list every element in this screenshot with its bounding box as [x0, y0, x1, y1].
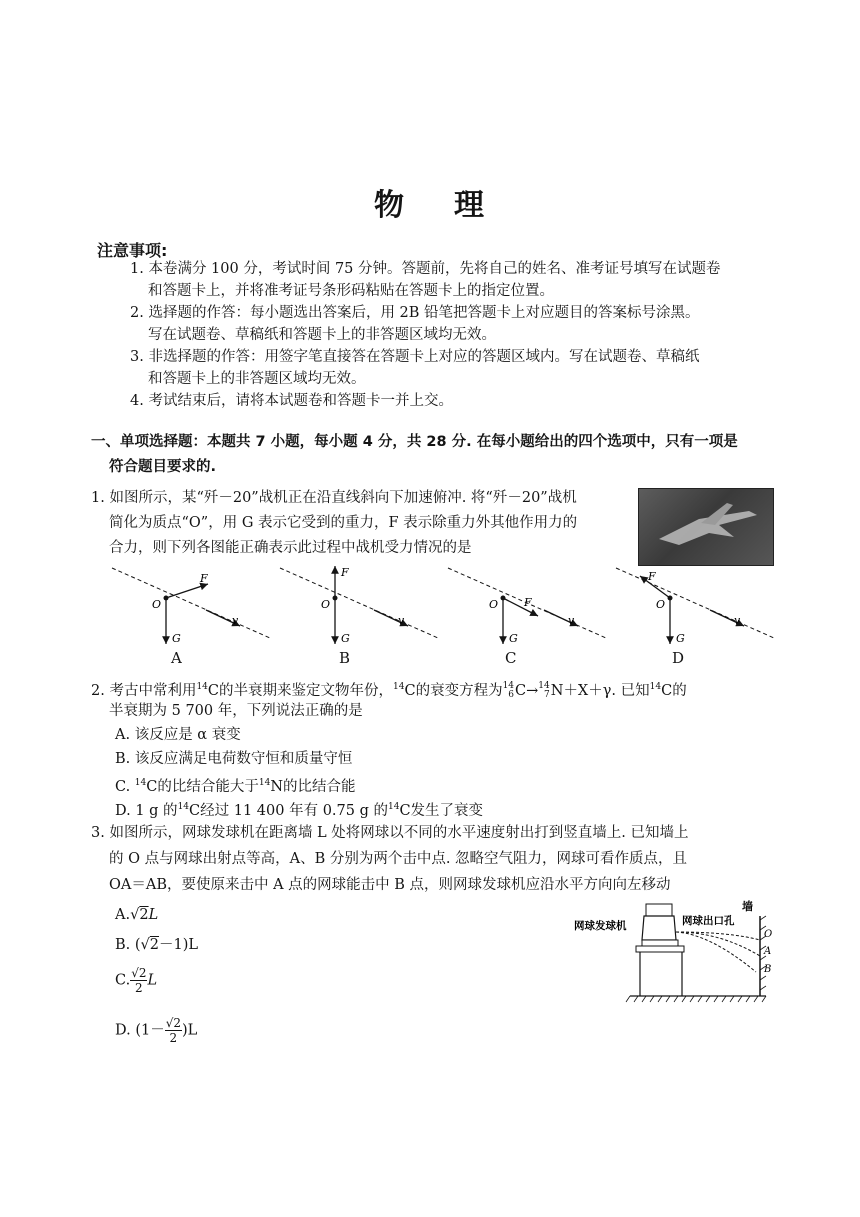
ground-hatch [626, 996, 766, 1002]
q1-option-b-label: B [339, 649, 351, 667]
diagram-a-label-v: v [232, 614, 239, 627]
page-title [0, 180, 860, 224]
q2-d-c-symbol-2: C [399, 802, 411, 819]
eq-arrow: → [526, 682, 539, 699]
c-symbol-1: C [207, 682, 220, 699]
q2-c-middle: 的比结合能大于 [157, 778, 259, 795]
diagram-c-label-o: O [489, 598, 499, 611]
q3-c-prefix: C. [115, 972, 131, 989]
q3-c-fraction [130, 966, 147, 995]
notice-line-6: 和答题卡上的非答题区域均无效。 [148, 371, 366, 387]
q2-d-middle: 经过 11 400 年有 0.75 g 的 [200, 802, 388, 819]
notice-line-7: 4. 考试结束后，请将本试题卷和答题卡一并上交。 [130, 393, 453, 409]
launcher-body [642, 916, 676, 940]
notice-line-3: 2. 选择题的作答：每小题选出答案后，用 2B 铅笔把答题卡上对应题目的答案标号涂黑。 [130, 305, 700, 321]
q2-c-n14-mass: 14 [258, 778, 271, 788]
notice-heading: 注意事项: [97, 241, 168, 260]
q2-line-2: 半衰期为 5 700 年，下列说法正确的是 [109, 703, 363, 719]
q3-line-1: 3. 如图所示，网球发球机在距离墙 L 处将网球以不同的水平速度射出打到竖直墙上. 已知墙上 [91, 825, 689, 841]
q2-c-c-symbol: C [146, 778, 158, 795]
q3-c-denominator: 2 [135, 981, 143, 995]
eq-tail: ＋X＋γ. 已知 [563, 682, 650, 699]
launcher-base [642, 940, 678, 946]
outlet-label: 网球出口孔 [682, 915, 735, 927]
q2-text-b: 的半衰期来鉴定文物年份， [219, 682, 394, 699]
jet-silhouette [639, 489, 773, 565]
q3-option-d [115, 1016, 197, 1045]
title-char-left: 物 [374, 188, 406, 223]
q2-text-c: 的衰变方程为 [415, 682, 503, 699]
q2-option-c [115, 772, 356, 798]
q3-c-numerator: √2 [131, 966, 147, 980]
q1-line-2: 简化为质点“O”，用 G 表示它受到的重力，F 表示除重力外其他作用力的 [109, 515, 578, 531]
diagram-d-label-v: v [734, 614, 741, 627]
q3-a-unit: L [148, 907, 159, 923]
wall-point-o: O [764, 929, 773, 940]
eq-n-nuclide [538, 682, 549, 700]
q3-b-radicand: 2 [149, 937, 160, 953]
q3-tennis-diagram [560, 896, 790, 1008]
c-symbol-2: C [404, 682, 416, 699]
diagram-a-label-o: O [152, 598, 162, 611]
diagram-a [112, 568, 270, 645]
trajectory-b [676, 932, 760, 956]
diagram-a-label-f: F [200, 572, 208, 585]
q3-b-tail: －1)L [159, 937, 199, 953]
diagram-b-label-o: O [321, 598, 331, 611]
diagram-c-label-g: G [509, 632, 518, 645]
c-symbol-3: C [661, 682, 673, 699]
q3-c-unit: L [147, 972, 158, 989]
wall-label: 墙 [742, 900, 753, 913]
q3-d-prefix: D. (1－ [115, 1022, 165, 1039]
table-top [636, 946, 684, 952]
eq-c-mass: 14 [502, 680, 515, 691]
ball-hopper [646, 904, 672, 916]
q3-a-prefix: A. [115, 907, 131, 923]
q2-d-suffix: 发生了衰变 [410, 802, 484, 819]
q1-line-1: 1. 如图所示，某“歼－20”战机正在沿直线斜向下加速俯冲. 将“歼－20”战机 [91, 490, 577, 506]
q1-option-d-label: D [672, 649, 685, 667]
q2-line-1 [91, 676, 687, 702]
diagram-c [448, 568, 606, 645]
q3-option-b: B. (√2－1)L [115, 937, 199, 953]
diagram-b-label-g: G [341, 632, 350, 645]
q2-d-c14-mass-1: 14 [177, 802, 190, 812]
wall-point-a: A [764, 946, 772, 957]
eq-n-symbol: N [550, 682, 564, 699]
q3-d-fraction [165, 1016, 182, 1045]
machine-label: 网球发球机 [574, 920, 627, 932]
q3-d-tail: )L [182, 1022, 198, 1039]
q3-line-3: OA＝AB，要使原来击中 A 点的网球能击中 B 点，则网球发球机应沿水平方向向左移动 [109, 877, 671, 893]
q1-line-3: 合力，则下列各图能正确表示此过程中战机受力情况的是 [109, 540, 472, 556]
q3-a-radicand: 2 [139, 907, 149, 923]
diagram-d [616, 568, 774, 645]
c14-mass-2: 14 [393, 682, 405, 692]
trajectory-a [676, 932, 760, 940]
diagram-b [280, 566, 438, 645]
eq-c-atomic: 6 [508, 689, 515, 700]
diagram-d-label-o: O [656, 598, 666, 611]
q2-d-prefix: D. 1 g 的 [115, 802, 178, 819]
q1-option-c-label: C [505, 649, 517, 667]
notice-line-1: 1. 本卷满分 100 分，考试时间 75 分钟。答题前，先将自己的姓名、准考证号填写在试题卷 [130, 261, 721, 277]
q3-option-c [115, 966, 157, 995]
section-heading-line-2: 符合题目要求的. [109, 459, 217, 475]
notice-line-4: 写在试题卷、草稿纸和答题卡上的非答题区域均无效。 [148, 327, 496, 343]
diagram-c-label-v: v [568, 614, 575, 627]
notice-line-2: 和答题卡上，并将准考证号条形码粘贴在答题卡上的指定位置。 [148, 283, 554, 299]
fighter-jet-photo [638, 488, 774, 566]
eq-n-atomic: 7 [544, 689, 550, 700]
c14-mass-3: 14 [649, 682, 662, 692]
trajectory-c [676, 932, 756, 972]
c14-mass-1: 14 [196, 682, 208, 692]
diagram-c-label-f: F [524, 596, 532, 609]
q3-option-a: A.√2L [115, 907, 159, 923]
title-char-right: 理 [454, 188, 486, 223]
q3-d-numerator: √2 [165, 1016, 181, 1030]
eq-n-mass: 14 [538, 680, 550, 691]
diagram-d-label-f: F [648, 570, 656, 583]
eq-c-symbol: C [515, 682, 527, 699]
q2-c-n-symbol: N [270, 778, 283, 795]
q1-option-a-label: A [171, 649, 182, 667]
section-heading-line-1: 一、单项选择题：本题共 7 小题，每小题 4 分，共 28 分. 在每小题给出的四个选项中，只有一项是 [91, 434, 738, 450]
q2-option-b: B. 该反应满足电荷数守恒和质量守恒 [115, 751, 353, 767]
q2-d-c-symbol-1: C [189, 802, 201, 819]
q3-line-2: 的 O 点与网球出射点等高，A、B 分别为两个击中点. 忽略空气阻力，网球可看作质点，且 [109, 851, 688, 867]
diagram-d-label-g: G [676, 632, 685, 645]
q2-option-a: A. 该反应是 α 衰变 [115, 727, 241, 743]
q3-d-denominator: 2 [169, 1031, 178, 1045]
q2-c-prefix: C. [115, 778, 131, 795]
q2-c-suffix: 的比结合能 [283, 778, 356, 795]
q2-option-d [115, 796, 483, 822]
diagram-a-label-g: G [172, 632, 181, 645]
diagram-b-label-f: F [341, 566, 349, 579]
q2-text-d: 的 [672, 682, 687, 699]
q2-text-a: 2. 考古中常利用 [91, 682, 197, 699]
q2-d-c14-mass-2: 14 [387, 802, 400, 812]
q3-b-prefix: B. ( [115, 937, 141, 953]
eq-c-nuclide [503, 682, 514, 700]
wall-point-b: B [764, 964, 772, 975]
q2-c-c14-mass: 14 [134, 778, 147, 788]
diagram-b-label-v: v [398, 614, 405, 627]
notice-line-5: 3. 非选择题的作答：用签字笔直接答在答题卡上对应的答题区域内。写在试题卷、草稿纸 [130, 349, 700, 365]
